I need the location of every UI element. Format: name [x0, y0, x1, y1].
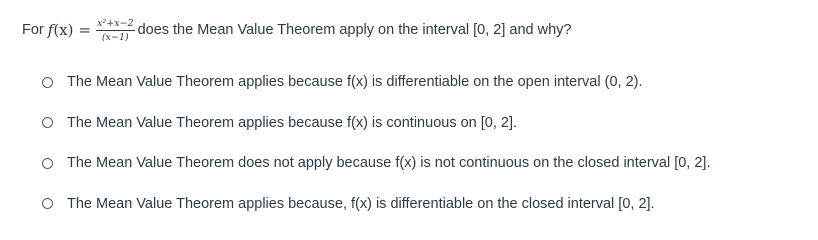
answer-options: [42, 62, 802, 224]
answer-option-1[interactable]: [42, 62, 802, 103]
answer-option-label: The Mean Value Theorem applies because f(x) is differentiable on the open interval (0, 2).: [67, 74, 643, 91]
question-prefix: For: [22, 22, 44, 38]
question-prompt: [22, 14, 572, 46]
answer-option-label: The Mean Value Theorem applies because, f(x) is differentiable on the closed interval [0, 2].: [67, 195, 655, 212]
fraction-denominator: (x−1): [101, 31, 129, 43]
function-expression: [48, 18, 137, 43]
function-name: f: [47, 21, 54, 39]
function-fraction: [96, 18, 135, 43]
radio-button-icon[interactable]: [42, 77, 53, 88]
radio-button-icon[interactable]: [42, 158, 53, 169]
function-argument: (x): [53, 21, 74, 39]
answer-option-2[interactable]: [42, 103, 802, 144]
equals-sign: =: [78, 21, 92, 39]
answer-option-label: The Mean Value Theorem does not apply because f(x) is not continuous on the closed interval [0, 2].: [67, 155, 711, 172]
fraction-numerator: x²+x−2: [97, 17, 134, 29]
answer-option-4[interactable]: [42, 184, 802, 225]
answer-option-label: The Mean Value Theorem applies because f(x) is continuous on [0, 2].: [67, 114, 518, 131]
answer-option-3[interactable]: [42, 143, 802, 184]
radio-button-icon[interactable]: [42, 198, 53, 209]
question-suffix: does the Mean Value Theorem apply on the interval [0, 2] and why?: [137, 22, 572, 38]
radio-button-icon[interactable]: [42, 117, 53, 128]
